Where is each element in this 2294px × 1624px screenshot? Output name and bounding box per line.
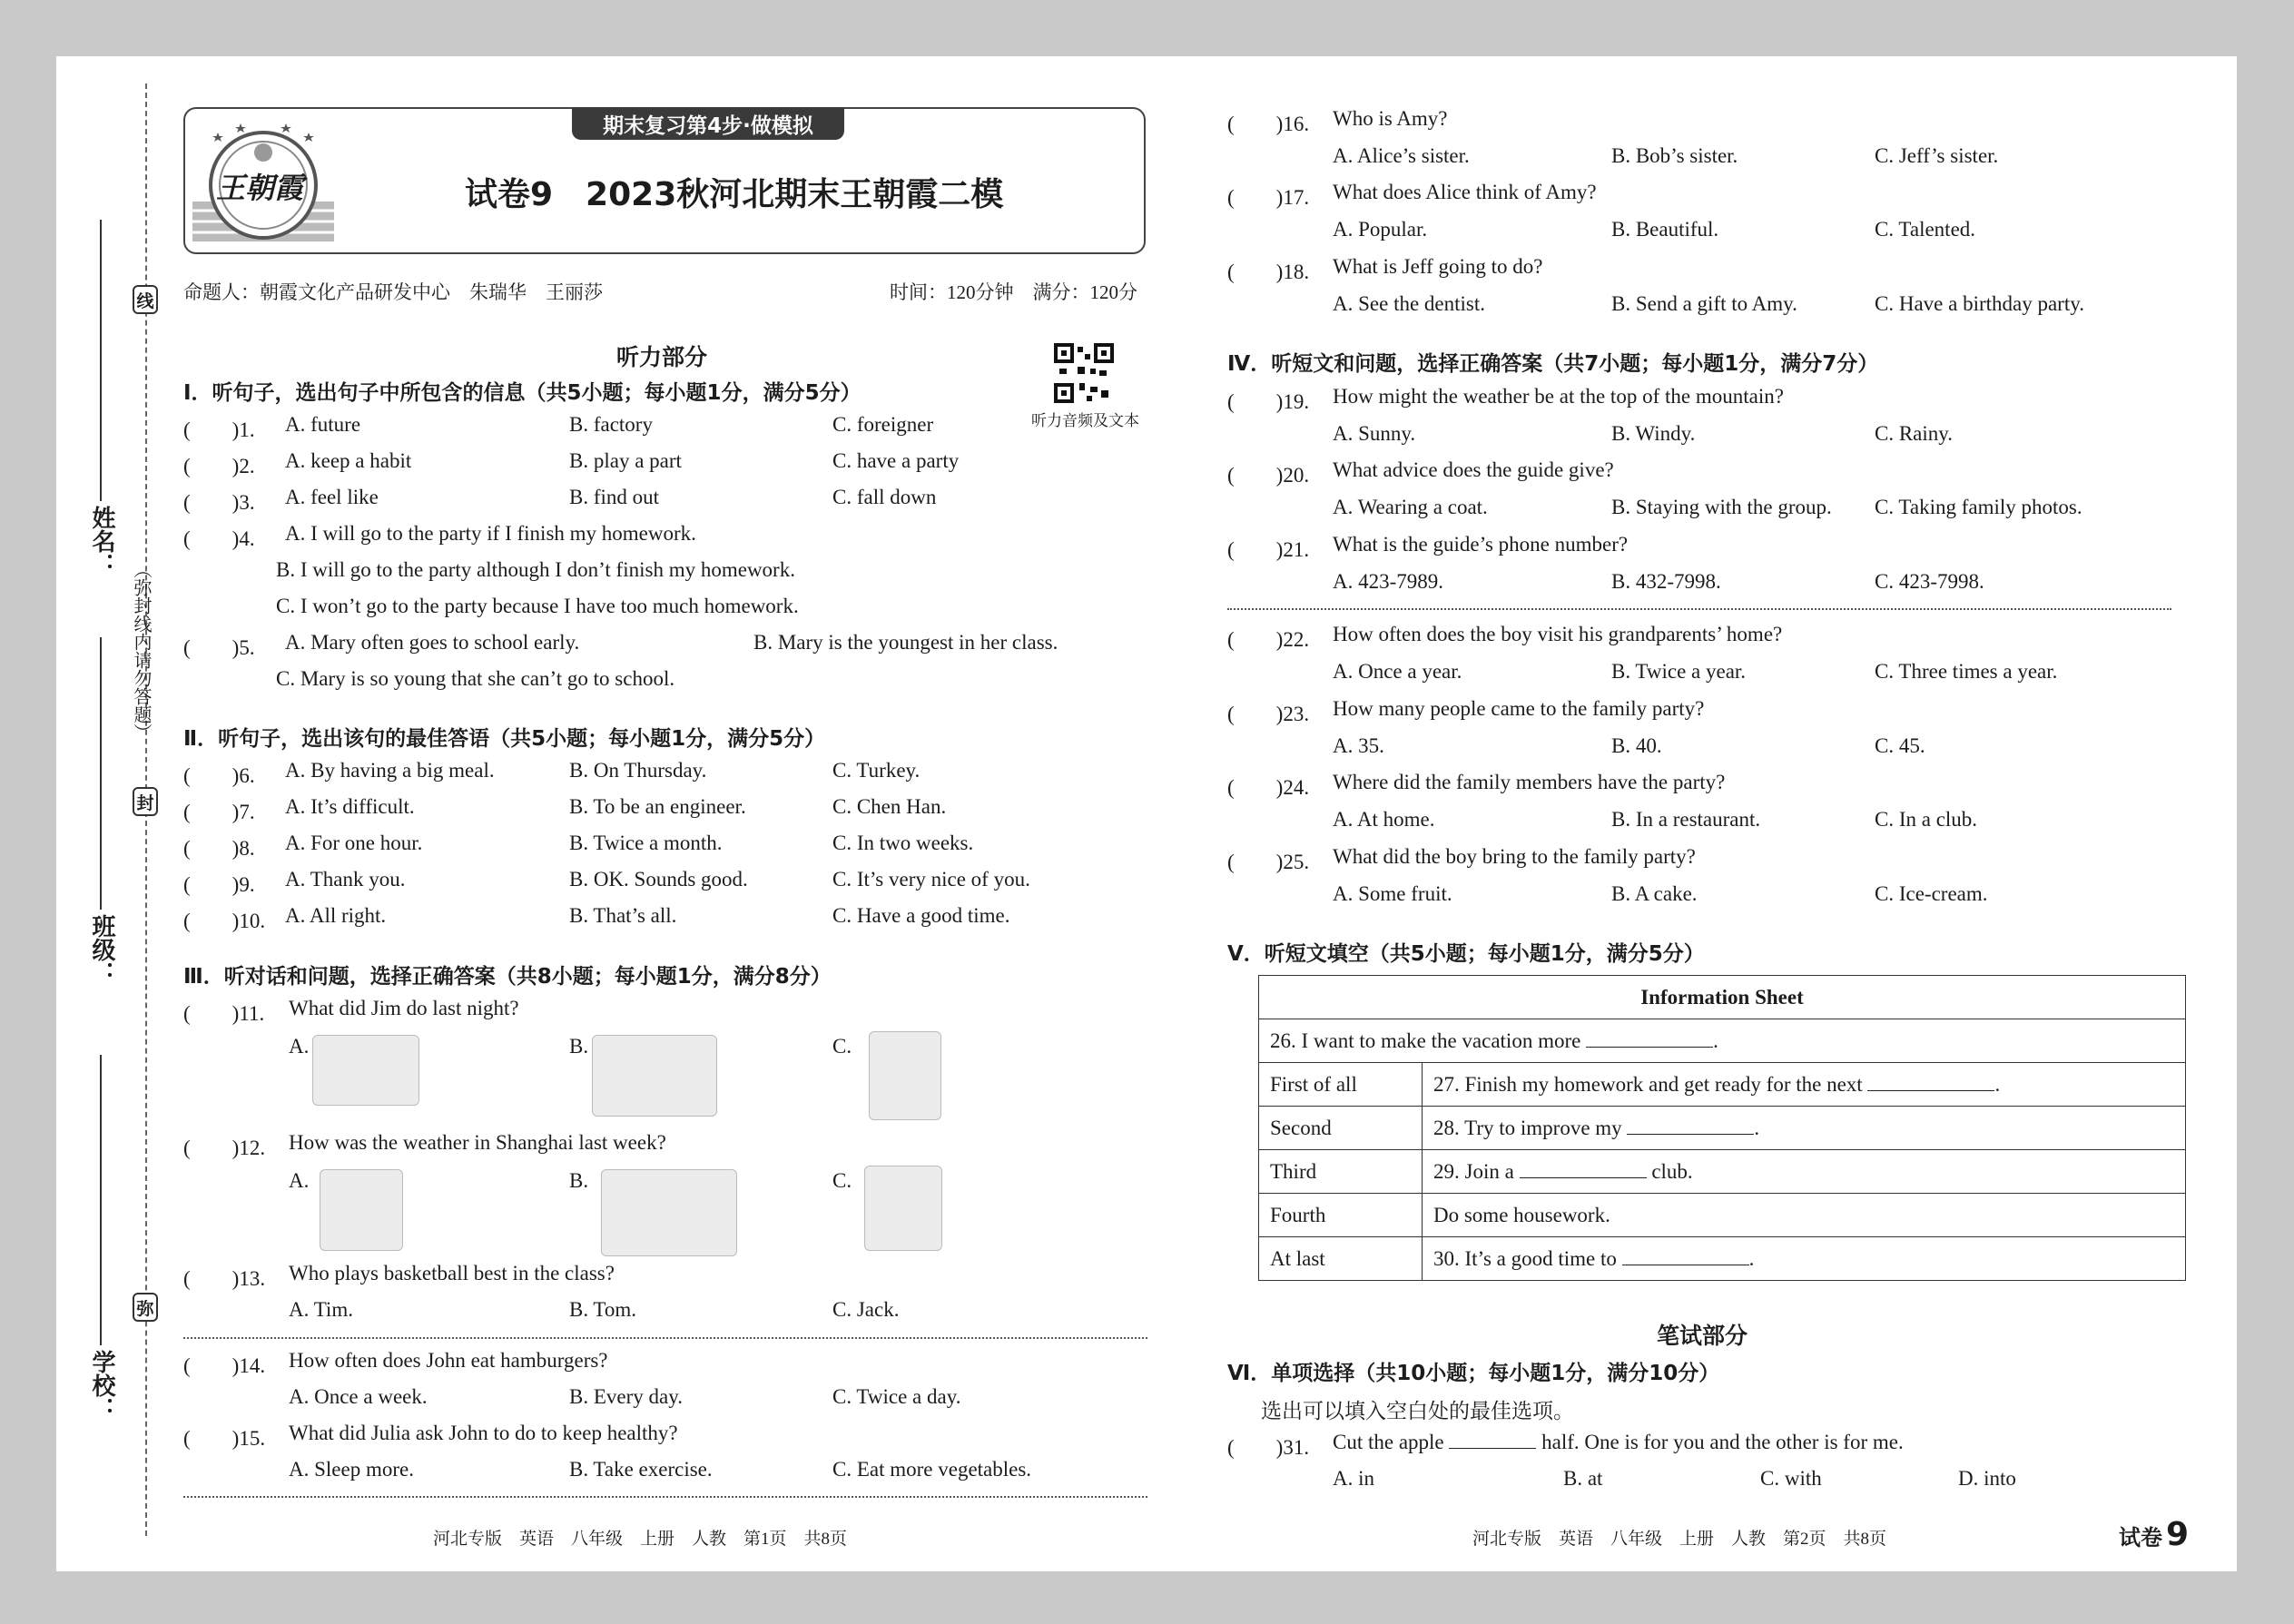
q16-option-a[interactable]: A. Alice’s sister. — [1333, 144, 1470, 167]
q7-number: ( )7. — [183, 801, 255, 823]
q13-option-b[interactable]: B. Tom. — [569, 1298, 637, 1321]
q21-option-b[interactable]: B. 432-7998. — [1611, 570, 1721, 593]
q9-option-c[interactable]: C. It’s very nice of you. — [832, 868, 1030, 891]
step-tab: 期末复习第4步·做模拟 — [572, 107, 844, 140]
q20-option-a[interactable]: A. Wearing a coat. — [1333, 496, 1488, 518]
q23-number: ( )23. — [1227, 703, 1310, 725]
q22-number: ( )22. — [1227, 628, 1310, 651]
q20-option-b[interactable]: B. Staying with the group. — [1611, 496, 1832, 518]
school-blank-line — [100, 1055, 102, 1345]
q8-option-c[interactable]: C. In two weeks. — [832, 832, 974, 854]
time-score: 时间：120分钟 满分：120分 — [890, 281, 1137, 303]
q8-option-a[interactable]: A. For one hour. — [285, 832, 423, 854]
q13-number: ( )13. — [183, 1267, 266, 1290]
q17-option-b[interactable]: B. Beautiful. — [1611, 218, 1719, 241]
q3-option-a[interactable]: A. feel like — [285, 486, 379, 508]
q2-option-b[interactable]: B. play a part — [569, 449, 682, 472]
q1-option-a[interactable]: A. future — [285, 413, 361, 436]
q15-option-a[interactable]: A. Sleep more. — [289, 1458, 414, 1481]
q13-option-c[interactable]: C. Jack. — [832, 1298, 900, 1321]
q16-question: Who is Amy? — [1333, 107, 1448, 130]
q31-option-d[interactable]: D. into — [1958, 1467, 2016, 1490]
q14-option-b[interactable]: B. Every day. — [569, 1385, 683, 1408]
q25-question: What did the boy bring to the family party? — [1333, 845, 1696, 868]
dotted-divider — [1227, 608, 2171, 610]
info-row-28: 28. Try to improve my . — [1423, 1107, 2186, 1150]
binding-notice: （弥封线内请勿答题） — [131, 560, 153, 742]
written-title: 笔试部分 — [1657, 1323, 1748, 1349]
q18-question: What is Jeff going to do? — [1333, 255, 1543, 278]
info-row-housework: Do some housework. — [1423, 1194, 2186, 1237]
q14-question: How often does John eat hamburgers? — [289, 1349, 608, 1372]
info-label-second: Second — [1259, 1107, 1423, 1150]
blank-30[interactable] — [1622, 1247, 1749, 1265]
q1-option-b[interactable]: B. factory — [569, 413, 653, 436]
q11-picture-c[interactable] — [869, 1031, 941, 1120]
q23-option-b[interactable]: B. 40. — [1611, 734, 1662, 757]
info-row-29: 29. Join a club. — [1423, 1150, 2186, 1194]
q1-number: ( )1. — [183, 418, 255, 441]
q23-option-c[interactable]: C. 45. — [1875, 734, 1925, 757]
q22-option-a[interactable]: A. Once a year. — [1333, 660, 1462, 683]
info-label-first: First of all — [1259, 1063, 1423, 1107]
q24-option-b[interactable]: B. In a restaurant. — [1611, 808, 1761, 831]
footer-left: 河北专版 英语 八年级 上册 人教 第1页 共8页 — [433, 1530, 848, 1549]
info-row-26: 26. I want to make the vacation more . — [1259, 1019, 2186, 1063]
blank-27[interactable] — [1867, 1073, 1994, 1091]
q12-picture-b[interactable] — [601, 1169, 737, 1256]
section-6-title: Ⅵ．单项选择（共10小题；每小题1分，满分10分） — [1227, 1362, 1720, 1385]
section-2-title: Ⅱ．听句子，选出该句的最佳答语（共5小题；每小题1分，满分5分） — [183, 727, 826, 751]
q8-option-b[interactable]: B. Twice a month. — [569, 832, 723, 854]
q4-option-b[interactable]: B. I will go to the party although I don’t finish my homework. — [276, 558, 795, 581]
q12-picture-c[interactable] — [864, 1166, 942, 1251]
class-label: 班级： — [88, 914, 115, 985]
q11-option-c[interactable]: C. — [832, 1035, 852, 1058]
q17-question: What does Alice think of Amy? — [1333, 181, 1597, 203]
q24-number: ( )24. — [1227, 776, 1310, 799]
q11-picture-b[interactable] — [592, 1035, 717, 1117]
q14-option-a[interactable]: A. Once a week. — [289, 1385, 428, 1408]
qr-label: 听力音频及文本 — [1031, 412, 1139, 430]
section-3-title: Ⅲ．听对话和问题，选择正确答案（共8小题；每小题1分，满分8分） — [183, 965, 832, 989]
q6-option-b[interactable]: B. On Thursday. — [569, 759, 707, 782]
binding-char-line: 线 — [133, 285, 158, 314]
q14-option-c[interactable]: C. Twice a day. — [832, 1385, 961, 1408]
blank-28[interactable] — [1627, 1117, 1754, 1135]
q9-number: ( )9. — [183, 873, 255, 896]
section-4-title: Ⅳ．听短文和问题，选择正确答案（共7小题；每小题1分，满分7分） — [1227, 352, 1879, 376]
qr-code[interactable] — [1054, 343, 1114, 403]
blank-31[interactable] — [1449, 1431, 1536, 1449]
q16-option-c[interactable]: C. Jeff’s sister. — [1875, 144, 1999, 167]
dotted-divider — [183, 1337, 1147, 1339]
exam-title: 试卷9 2023秋河北期末王朝霞二模 — [465, 176, 1004, 213]
q15-number: ( )15. — [183, 1427, 266, 1450]
q19-option-a[interactable]: A. Sunny. — [1333, 422, 1416, 445]
q3-option-c[interactable]: C. fall down — [832, 486, 937, 508]
q20-number: ( )20. — [1227, 464, 1310, 487]
info-row-30: 30. It’s a good time to . — [1423, 1237, 2186, 1281]
q11-question: What did Jim do last night? — [289, 997, 519, 1019]
q4-number: ( )4. — [183, 527, 255, 550]
q4-option-c[interactable]: C. I won’t go to the party because I have too much homework. — [276, 595, 799, 617]
q6-option-c[interactable]: C. Turkey. — [832, 759, 921, 782]
q21-option-c[interactable]: C. 423-7998. — [1875, 570, 1984, 593]
q31-question: Cut the apple half. One is for you and the other is for me. — [1333, 1431, 1904, 1453]
logo-text: 王朝霞 — [216, 172, 304, 204]
q6-number: ( )6. — [183, 764, 255, 787]
class-blank-line — [100, 637, 102, 910]
q15-question: What did Julia ask John to do to keep healthy? — [289, 1422, 678, 1444]
info-label-last: At last — [1259, 1237, 1423, 1281]
q1-option-c[interactable]: C. foreigner — [832, 413, 934, 436]
exam-sheet — [56, 56, 2237, 1571]
q24-option-c[interactable]: C. In a club. — [1875, 808, 1978, 831]
name-blank-line — [100, 220, 102, 501]
q11-option-a[interactable]: A. — [289, 1035, 310, 1058]
q19-option-c[interactable]: C. Rainy. — [1875, 422, 1954, 445]
q31-option-a[interactable]: A. in — [1333, 1467, 1374, 1490]
q12-option-b[interactable]: B. — [569, 1169, 589, 1192]
binding-char-mi: 弥 — [133, 1293, 158, 1322]
q22-option-b[interactable]: B. Twice a year. — [1611, 660, 1747, 683]
q24-option-a[interactable]: A. At home. — [1333, 808, 1435, 831]
q3-option-b[interactable]: B. find out — [569, 486, 660, 508]
q25-number: ( )25. — [1227, 851, 1310, 873]
q18-number: ( )18. — [1227, 261, 1310, 283]
q12-picture-a[interactable] — [320, 1169, 403, 1251]
information-sheet-table — [1258, 975, 2186, 1281]
q31-option-b[interactable]: B. at — [1563, 1467, 1603, 1490]
blank-26[interactable] — [1586, 1029, 1713, 1048]
q19-number: ( )19. — [1227, 390, 1310, 413]
q16-option-b[interactable]: B. Bob’s sister. — [1611, 144, 1738, 167]
info-sheet-title: Information Sheet — [1259, 976, 2186, 1019]
q13-question: Who plays basketball best in the class? — [289, 1262, 615, 1284]
q14-number: ( )14. — [183, 1354, 266, 1377]
q20-question: What advice does the guide give? — [1333, 458, 1614, 481]
section-6-instruction: 选出可以填入空白处的最佳选项。 — [1261, 1400, 1574, 1423]
q16-number: ( )16. — [1227, 113, 1310, 135]
q5-option-c[interactable]: C. Mary is so young that she can’t go to school. — [276, 667, 675, 690]
q7-option-a[interactable]: A. It’s difficult. — [285, 795, 415, 818]
q24-question: Where did the family members have the party? — [1333, 771, 1726, 793]
footer-right: 河北专版 英语 八年级 上册 人教 第2页 共8页 — [1472, 1530, 1887, 1549]
q31-option-c[interactable]: C. with — [1760, 1467, 1822, 1490]
q17-option-a[interactable]: A. Popular. — [1333, 218, 1428, 241]
q12-option-a[interactable]: A. — [289, 1169, 310, 1192]
listening-title: 听力部分 — [616, 344, 708, 370]
q13-option-a[interactable]: A. Tim. — [289, 1298, 353, 1321]
q10-option-b[interactable]: B. That’s all. — [569, 904, 677, 927]
blank-29[interactable] — [1520, 1160, 1647, 1178]
q25-option-b[interactable]: B. A cake. — [1611, 882, 1698, 905]
q31-number: ( )31. — [1227, 1436, 1310, 1459]
q12-option-c[interactable]: C. — [832, 1169, 852, 1192]
q15-option-c[interactable]: C. Eat more vegetables. — [832, 1458, 1032, 1481]
q20-option-c[interactable]: C. Taking family photos. — [1875, 496, 2082, 518]
q23-question: How many people came to the family party? — [1333, 697, 1705, 720]
q3-number: ( )3. — [183, 491, 255, 514]
q10-number: ( )10. — [183, 910, 266, 932]
q25-option-a[interactable]: A. Some fruit. — [1333, 882, 1452, 905]
q21-number: ( )21. — [1227, 538, 1310, 561]
name-label: 姓名： — [88, 506, 115, 576]
q5-number: ( )5. — [183, 636, 255, 659]
q5-option-b[interactable]: B. Mary is the youngest in her class. — [753, 631, 1058, 654]
section-5-title: Ⅴ．听短文填空（共5小题；每小题1分，满分5分） — [1227, 942, 1705, 966]
authors: 命题人：朝霞文化产品研发中心 朱瑞华 王丽莎 — [183, 281, 603, 303]
q15-option-b[interactable]: B. Take exercise. — [569, 1458, 713, 1481]
q7-option-b[interactable]: B. To be an engineer. — [569, 795, 746, 818]
q19-option-b[interactable]: B. Windy. — [1611, 422, 1696, 445]
q12-number: ( )12. — [183, 1137, 266, 1159]
binding-char-seal: 封 — [133, 787, 158, 816]
info-label-fourth: Fourth — [1259, 1194, 1423, 1237]
q17-number: ( )17. — [1227, 186, 1310, 209]
q11-number: ( )11. — [183, 1002, 265, 1025]
q11-option-b[interactable]: B. — [569, 1035, 589, 1058]
q21-option-a[interactable]: A. 423-7989. — [1333, 570, 1444, 593]
q21-question: What is the guide’s phone number? — [1333, 533, 1629, 556]
q2-option-c[interactable]: C. have a party — [832, 449, 960, 472]
q18-option-b[interactable]: B. Send a gift to Amy. — [1611, 292, 1797, 315]
q8-number: ( )8. — [183, 837, 255, 860]
q18-option-a[interactable]: A. See the dentist. — [1333, 292, 1485, 315]
q9-option-a[interactable]: A. Thank you. — [285, 868, 406, 891]
q5-option-a[interactable]: A. Mary often goes to school early. — [285, 631, 580, 654]
paper-tag: 试卷 9 — [2119, 1516, 2190, 1553]
q2-number: ( )2. — [183, 455, 255, 477]
info-label-third: Third — [1259, 1150, 1423, 1194]
q10-option-a[interactable]: A. All right. — [285, 904, 387, 927]
q19-question: How might the weather be at the top of the mountain? — [1333, 385, 1784, 408]
dotted-divider — [183, 1496, 1147, 1498]
q25-option-c[interactable]: C. Ice-cream. — [1875, 882, 1988, 905]
q7-option-c[interactable]: C. Chen Han. — [832, 795, 947, 818]
q22-option-c[interactable]: C. Three times a year. — [1875, 660, 2058, 683]
school-label: 学校： — [88, 1350, 115, 1421]
q10-option-c[interactable]: C. Have a good time. — [832, 904, 1010, 927]
q2-option-a[interactable]: A. keep a habit — [285, 449, 412, 472]
q17-option-c[interactable]: C. Talented. — [1875, 218, 1976, 241]
info-row-27: 27. Finish my homework and get ready for the next . — [1423, 1063, 2186, 1107]
q23-option-a[interactable]: A. 35. — [1333, 734, 1384, 757]
q12-question: How was the weather in Shanghai last week? — [289, 1131, 666, 1154]
q9-option-b[interactable]: B. OK. Sounds good. — [569, 868, 748, 891]
q22-question: How often does the boy visit his grandparents’ home? — [1333, 623, 1783, 645]
q4-option-a[interactable]: A. I will go to the party if I finish my homework. — [285, 522, 696, 545]
section-1-title: Ⅰ．听句子，选出句子中所包含的信息（共5小题；每小题1分，满分5分） — [183, 381, 861, 405]
q11-picture-a[interactable] — [312, 1035, 419, 1106]
q18-option-c[interactable]: C. Have a birthday party. — [1875, 292, 2084, 315]
q6-option-a[interactable]: A. By having a big meal. — [285, 759, 495, 782]
